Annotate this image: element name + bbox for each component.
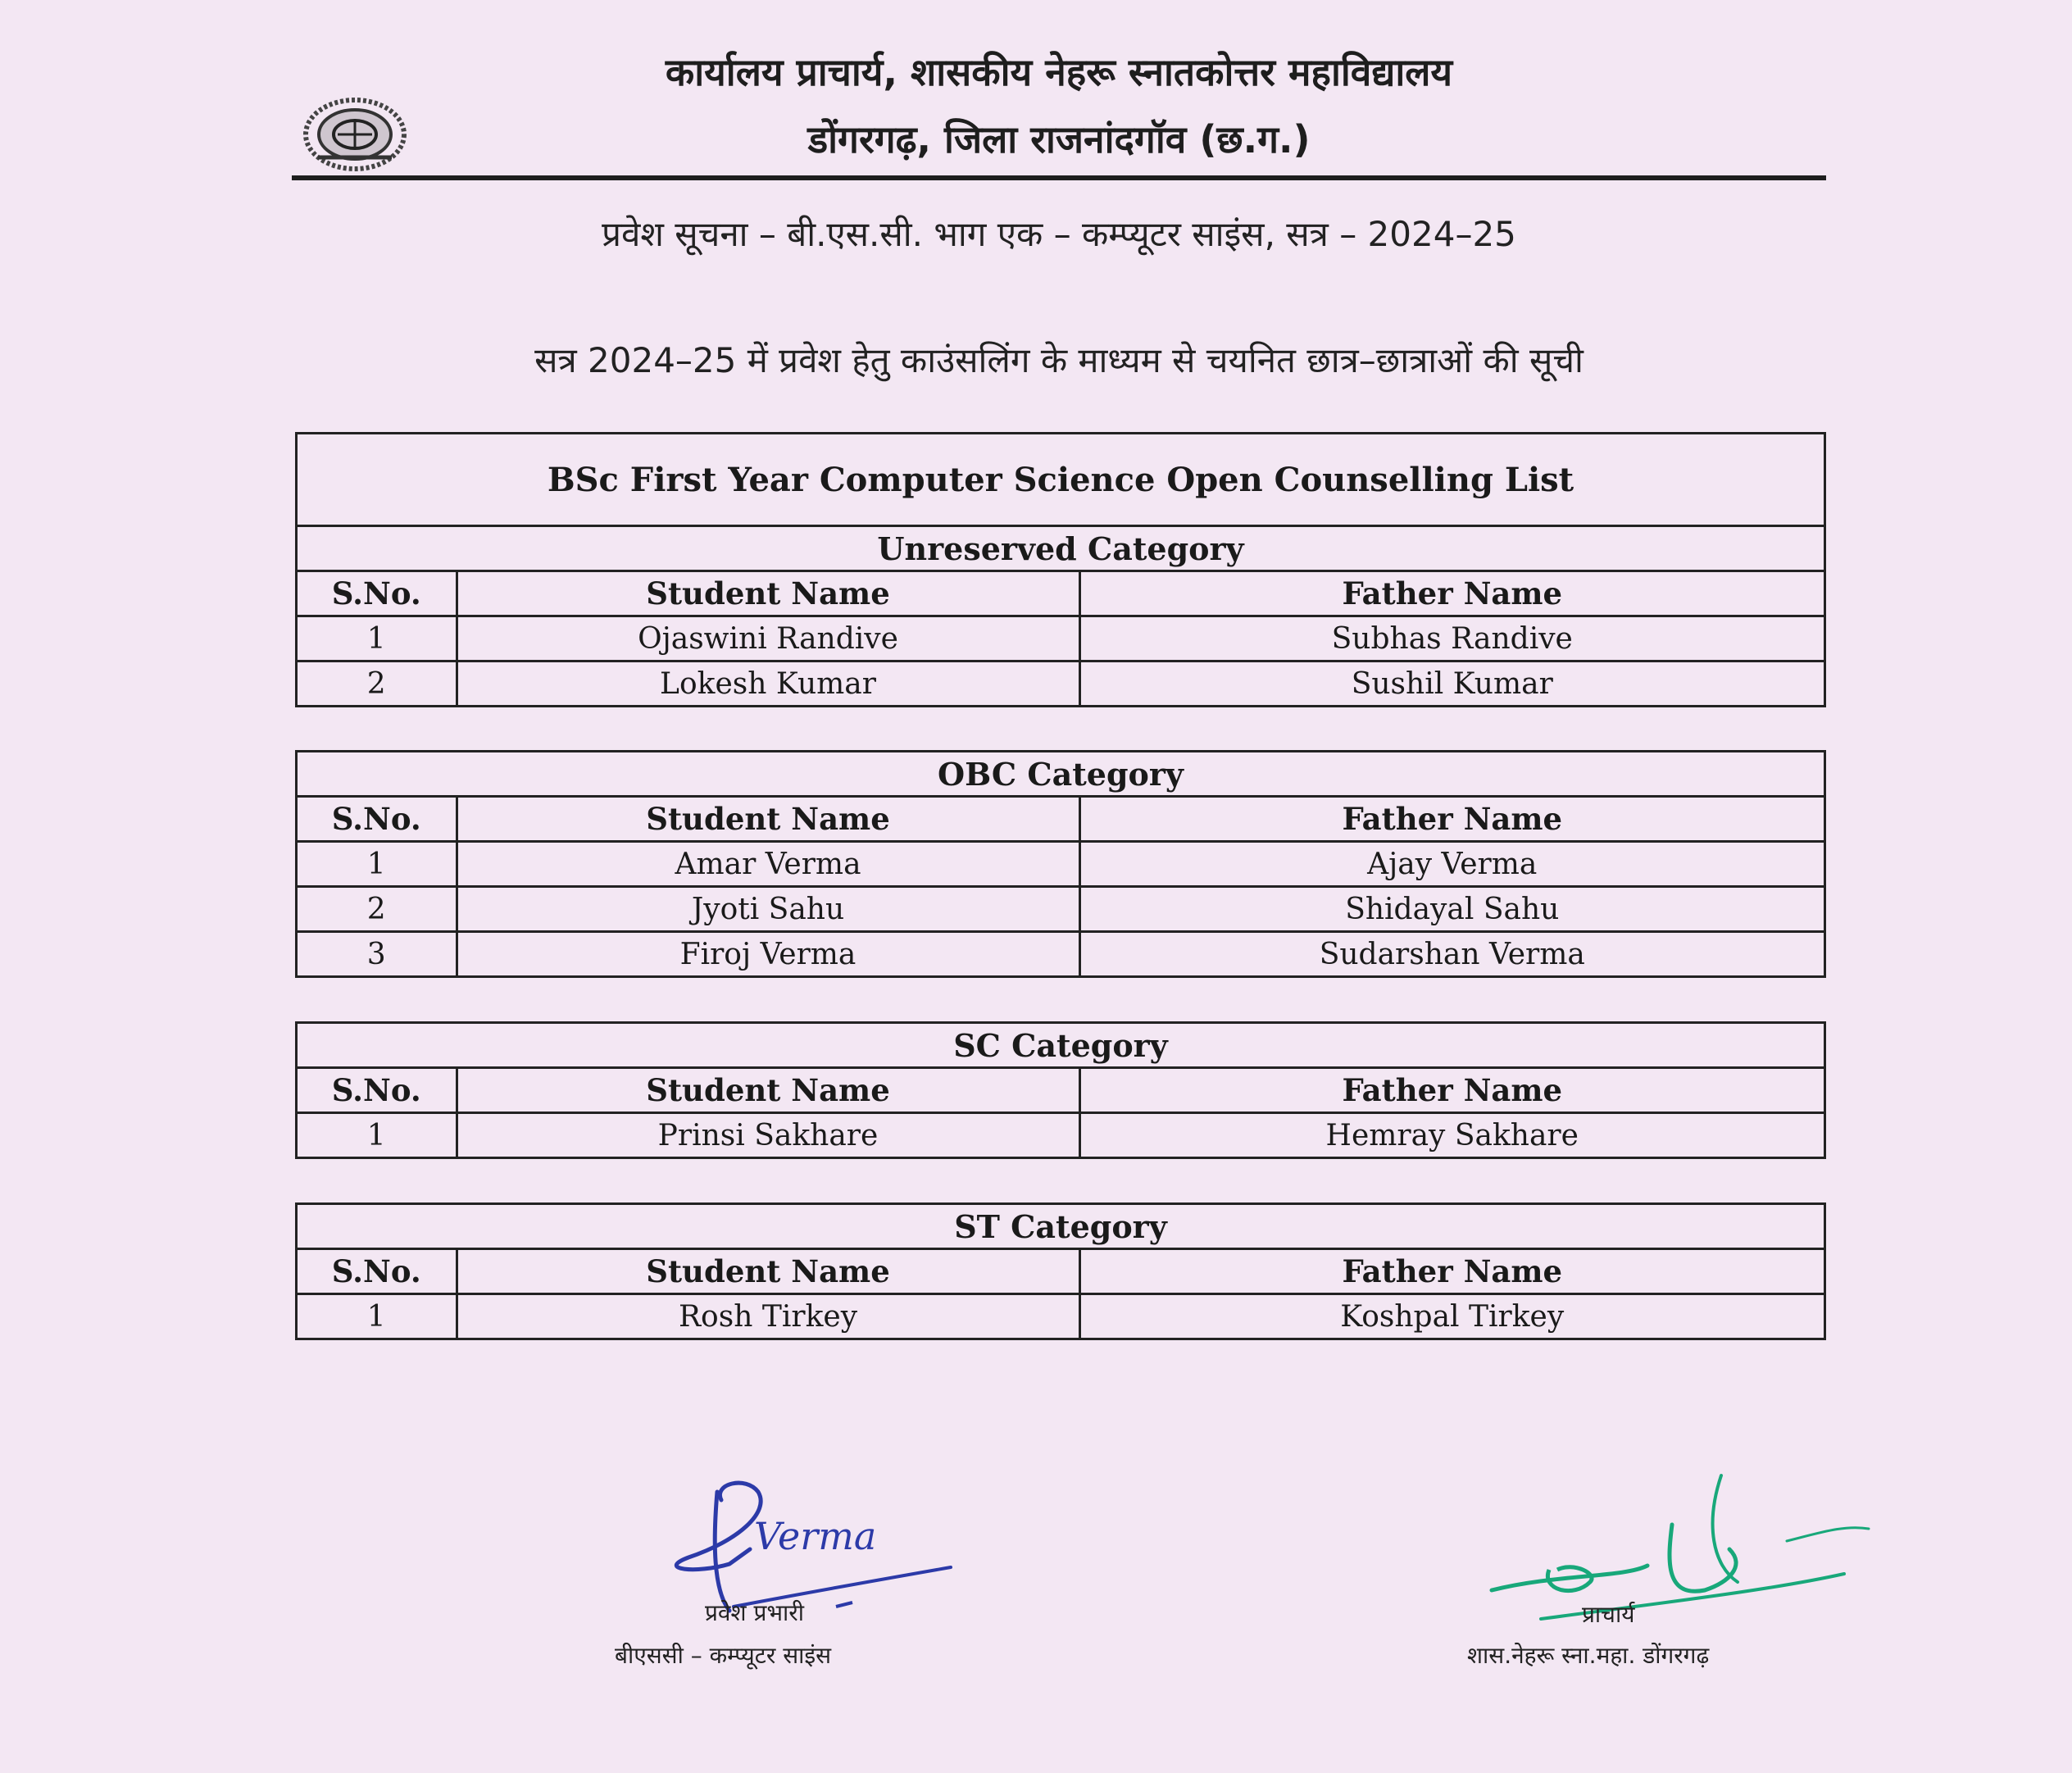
father-name-cell: Ajay Verma	[1079, 842, 1824, 887]
sno-cell: 1	[298, 1294, 457, 1339]
table-row	[298, 1294, 1824, 1339]
student-name-header: Student Name	[457, 1249, 1079, 1294]
father-name-cell: Sushil Kumar	[1079, 661, 1824, 706]
student-name-header: Student Name	[457, 571, 1079, 616]
unreserved-table	[295, 432, 1826, 707]
father-name-header: Father Name	[1079, 1068, 1824, 1113]
sno-header: S.No.	[298, 1068, 457, 1113]
category-heading: OBC Category	[298, 752, 1824, 797]
table-row	[298, 932, 1824, 976]
student-name-cell: Jyoti Sahu	[457, 887, 1079, 932]
student-name-header: Student Name	[457, 797, 1079, 842]
office-name: कार्यालय प्राचार्य, शासकीय नेहरू स्नातकोत्तर महाविद्यालय	[665, 50, 1453, 94]
category-heading: ST Category	[298, 1205, 1824, 1249]
sno-header: S.No.	[298, 1249, 457, 1294]
father-name-header: Father Name	[1079, 1249, 1824, 1294]
list-title: BSc First Year Computer Science Open Counselling List	[298, 434, 1824, 526]
father-name-cell: Subhas Randive	[1079, 616, 1824, 661]
signatory-role: प्रवेश प्रभारी	[705, 1599, 805, 1626]
table-row	[298, 661, 1824, 706]
father-name-cell: Shidayal Sahu	[1079, 887, 1824, 932]
sno-header: S.No.	[298, 797, 457, 842]
sno-cell: 2	[298, 887, 457, 932]
table-row	[298, 1113, 1824, 1157]
sno-header: S.No.	[298, 571, 457, 616]
table-row	[298, 616, 1824, 661]
letterhead	[292, 41, 1826, 182]
father-name-cell: Hemray Sakhare	[1079, 1113, 1824, 1157]
student-name-cell: Firoj Verma	[457, 932, 1079, 976]
handwritten-signature	[1459, 1467, 1885, 1623]
student-name-cell: Prinsi Sakhare	[457, 1113, 1079, 1157]
student-name-cell: Amar Verma	[457, 842, 1079, 887]
signatory-department: बीएससी – कम्प्यूटर साइंस	[615, 1642, 832, 1669]
signatory-role: प्राचार्य	[1582, 1601, 1635, 1628]
sno-cell: 1	[298, 616, 457, 661]
admission-incharge-signature-block	[590, 1467, 967, 1680]
father-name-header: Father Name	[1079, 571, 1824, 616]
sc-table	[295, 1021, 1826, 1159]
student-name-cell: Rosh Tirkey	[457, 1294, 1079, 1339]
sno-cell: 1	[298, 1113, 457, 1157]
sno-cell: 2	[298, 661, 457, 706]
category-heading: Unreserved Category	[298, 526, 1824, 571]
father-name-cell: Sudarshan Verma	[1079, 932, 1824, 976]
father-name-cell: Koshpal Tirkey	[1079, 1294, 1824, 1339]
st-table	[295, 1202, 1826, 1340]
sno-cell: 3	[298, 932, 457, 976]
obc-table	[295, 750, 1826, 978]
list-subtitle: सत्र 2024–25 में प्रवेश हेतु काउंसलिंग के माध्यम से चयनित छात्र–छात्राओं की सूची	[534, 340, 1584, 380]
table-row	[298, 842, 1824, 887]
student-name-cell: Ojaswini Randive	[457, 616, 1079, 661]
header-divider	[292, 175, 1826, 180]
office-location: डोंगरगढ़, जिला राजनांदगॉव (छ.ग.)	[807, 117, 1311, 161]
sno-cell: 1	[298, 842, 457, 887]
table-row	[298, 887, 1824, 932]
student-name-header: Student Name	[457, 1068, 1079, 1113]
father-name-header: Father Name	[1079, 797, 1824, 842]
student-name-cell: Lokesh Kumar	[457, 661, 1079, 706]
signatory-department: शास.नेहरू स्ना.महा. डोंगरगढ़	[1467, 1642, 1710, 1669]
principal-signature-block	[1459, 1467, 1885, 1680]
category-heading: SC Category	[298, 1024, 1824, 1068]
signature-text: Verma	[754, 1514, 877, 1558]
admission-notice: प्रवेश सूचना – बी.एस.सी. भाग एक – कम्प्यूटर साइंस, सत्र – 2024–25	[602, 214, 1516, 254]
